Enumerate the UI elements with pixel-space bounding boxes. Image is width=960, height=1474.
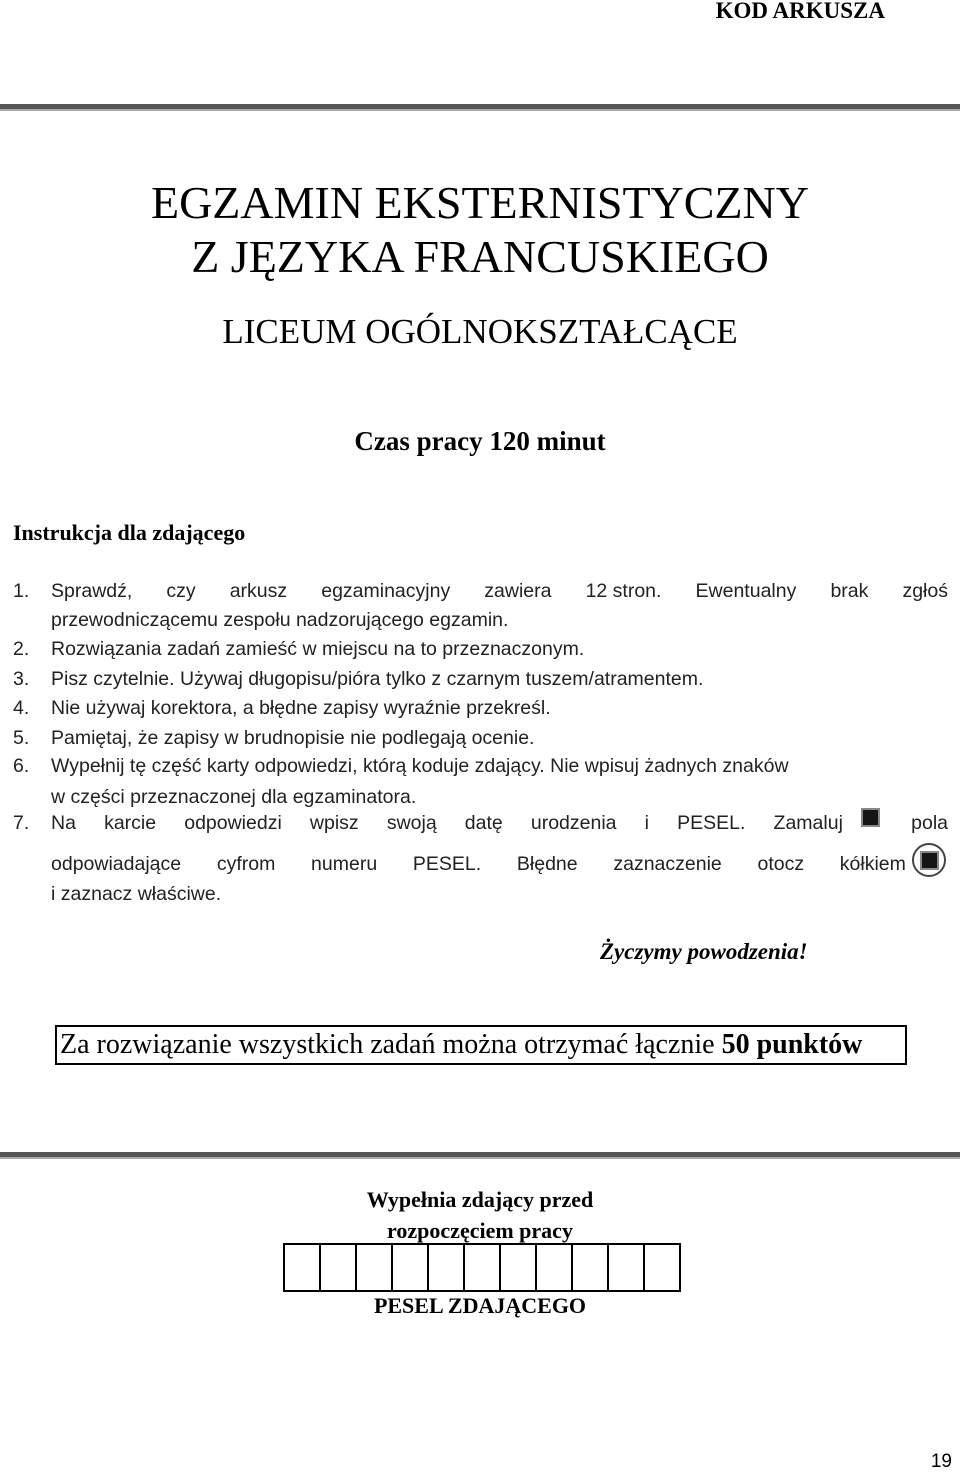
pesel-digit-box[interactable]	[357, 1245, 393, 1290]
pesel-digit-box[interactable]	[573, 1245, 609, 1290]
time-limit: Czas pracy 120 minut	[354, 426, 606, 456]
pesel-digit-box[interactable]	[645, 1245, 679, 1290]
pesel-digit-box[interactable]	[321, 1245, 357, 1290]
pesel-grid	[283, 1243, 681, 1292]
total-points-box: Za rozwiązanie wszystkich zadań można otrzymać łącznie 50 punktów	[55, 1025, 907, 1065]
instructions-heading: Instrukcja dla zdającego	[13, 520, 246, 545]
page-number: 19	[930, 1451, 952, 1472]
instruction-1-line2: przewodniczącemu zespołu nadzorującego egzamin.	[51, 609, 509, 631]
pesel-label: PESEL ZDAJĄCEGO	[373, 1293, 587, 1318]
exam-title-line2: Z JĘZYKA FRANCUSKIEGO	[191, 231, 769, 282]
pesel-digit-box[interactable]	[609, 1245, 645, 1290]
pesel-digit-box[interactable]	[465, 1245, 501, 1290]
top-divider	[0, 104, 960, 111]
pesel-digit-box[interactable]	[285, 1245, 321, 1290]
sheet-code-label: KOD ARKUSZA	[715, 0, 885, 23]
fill-in-note: Wypełnia zdający przed rozpoczęciem pracy	[366, 1187, 594, 1243]
instruction-item-1: 1. Sprawdź, czy arkusz egzaminacyjny zawiera 12 stron. Ewentualny brak zgłoś przewodniczącemu zespołu nadzorującego egzamin.	[13, 580, 948, 631]
instruction-7-line1: Na karcie odpowiedzi wpisz swoją datę urodzenia i PESEL. Zamaluj pola	[51, 812, 948, 835]
exam-title: EGZAMIN EKSTERNISTYCZNY	[150, 177, 809, 228]
pesel-digit-box[interactable]	[501, 1245, 537, 1290]
instruction-7-line2: odpowiadające cyfrom numeru PESEL. Błędne zaznaczenie otocz kółkiem	[51, 853, 906, 875]
pesel-digit-box[interactable]	[393, 1245, 429, 1290]
instruction-1-line1: Sprawdź, czy arkusz egzaminacyjny zawiera 12 stron. Ewentualny brak zgłoś	[51, 580, 948, 602]
pesel-digit-box[interactable]	[429, 1245, 465, 1290]
filled-square-icon	[861, 808, 880, 827]
bottom-divider	[0, 1152, 960, 1159]
good-luck-message: Życzymy powodzenia!	[600, 939, 808, 964]
school-type: LICEUM OGÓLNOKSZTAŁCĄCE	[222, 312, 738, 351]
pesel-digit-box[interactable]	[537, 1245, 573, 1290]
circled-square-icon	[912, 843, 946, 877]
